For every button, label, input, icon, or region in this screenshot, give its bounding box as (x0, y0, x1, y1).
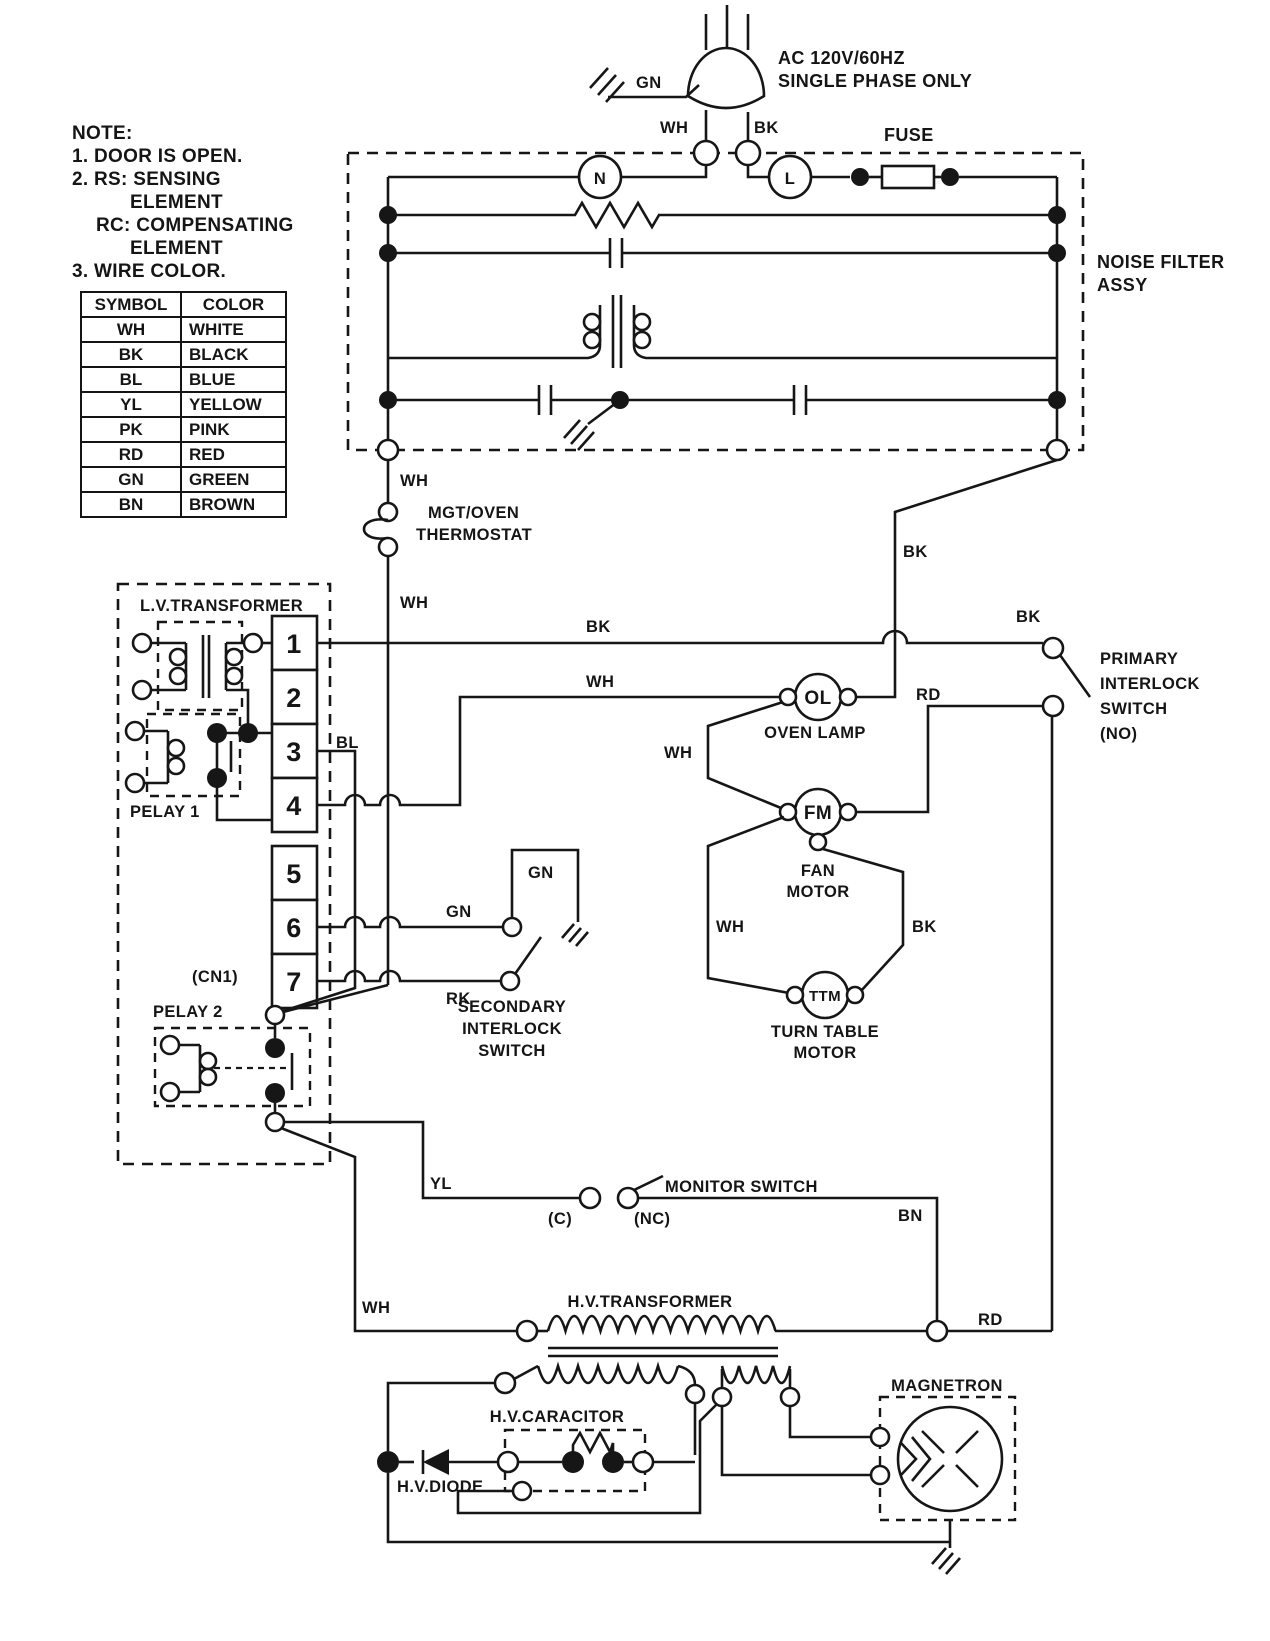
fm-rd-wire (856, 706, 1043, 812)
col-color: COLOR (181, 292, 286, 317)
note-line: 1. DOOR IS OPEN. (72, 146, 243, 167)
cn1-label: (CN1) (192, 968, 238, 986)
hv-diode-icon (423, 1449, 449, 1475)
noise-filter-box (348, 153, 1083, 450)
noise-filter-wires (378, 141, 1067, 460)
primary-interlock-label-4: (NO) (1100, 725, 1138, 743)
magnetron-heater-wire (790, 1406, 870, 1437)
oven-lamp-label: OVEN LAMP (764, 724, 866, 742)
relay2-icon (161, 1006, 292, 1131)
table-row: GN GREEN (81, 467, 286, 492)
gn-loop-label: GN (528, 864, 554, 882)
pin-4: 4 (286, 791, 302, 821)
fuse-label: FUSE (884, 125, 934, 145)
table-row: YL YELLOW (81, 392, 286, 417)
wh-plug-label: WH (660, 119, 689, 137)
fan-label-1: FAN (800, 862, 836, 880)
ol-label: OL (804, 688, 832, 709)
gn-wire (317, 917, 503, 927)
ac-phase-label: SINGLE PHASE ONLY (778, 71, 973, 91)
wh-label: WH (400, 472, 429, 490)
note-line: ELEMENT (130, 192, 223, 213)
table-row: BN BROWN (81, 492, 286, 517)
turntable-label-1: TURN TABLE (770, 1023, 880, 1041)
hv-transformer-label: H.V.TRANSFORMER (567, 1293, 733, 1311)
filter-wh-out-terminal (378, 440, 398, 460)
wh-wire (317, 697, 780, 805)
thermostat-label-1: MGT/OVEN (428, 504, 520, 522)
filter-resistor-icon (388, 203, 1057, 227)
table-row: PK PINK (81, 417, 286, 442)
bk-plug-label: BK (754, 119, 779, 137)
gn-wire-label: GN (446, 903, 472, 921)
secondary-interlock-label-1: SECONDARY (457, 998, 567, 1016)
wh-hv-label: WH (362, 1299, 391, 1317)
yl-label: YL (430, 1175, 452, 1193)
filter-transformer-icon (388, 295, 1057, 368)
wh-line-label: WH (586, 673, 615, 691)
pin-3: 3 (286, 737, 302, 767)
secondary-interlock-label-2: INTERLOCK (462, 1020, 562, 1038)
bk-right-wires (856, 460, 1057, 1331)
lv-transformer-inner-box (158, 622, 242, 710)
hv-diode-label: H.V.DIODE (397, 1478, 484, 1496)
note-line: RC: COMPENSATING (96, 215, 294, 236)
fan-label-2: MOTOR (786, 883, 850, 901)
col-symbol: SYMBOL (81, 292, 181, 317)
noise-filter-label-2: ASSY (1097, 275, 1148, 295)
rk-wire (317, 971, 501, 981)
monitor-switch-label: MONITOR SWITCH (665, 1178, 818, 1196)
wh-hv-wire (281, 1128, 517, 1331)
ttm-label: TTM (808, 988, 842, 1005)
n-label: N (593, 170, 607, 188)
connector-cn1 (272, 616, 317, 1008)
secondary-interlock-label-3: SWITCH (478, 1042, 546, 1060)
pin-5: 5 (286, 859, 302, 889)
bk-line-label: BK (586, 618, 611, 636)
note-line: ELEMENT (130, 238, 223, 259)
c-label: (C) (548, 1210, 573, 1228)
thermostat-label-2: THERMOSTAT (416, 526, 533, 544)
note-title: NOTE: (72, 123, 133, 144)
table-row: BL BLUE (81, 367, 286, 392)
magnetron-icon (871, 1407, 1002, 1574)
gn-plug-label: GN (636, 74, 662, 92)
fm-ttm-wh-wire (708, 817, 789, 993)
bk-right-label: BK (1016, 608, 1041, 626)
fm-label: FM (803, 803, 833, 824)
lv-transformer-icon (133, 634, 272, 733)
wh1-label: WH (664, 744, 693, 762)
rd-hv-label: RD (978, 1311, 1003, 1329)
l-label: L (784, 170, 796, 188)
bn-label: BN (898, 1207, 923, 1225)
thermostat-icon (364, 460, 397, 985)
wh-entry-terminal (694, 141, 718, 165)
pin-7: 7 (286, 967, 302, 997)
relay2-label: PELAY 2 (153, 1003, 223, 1021)
bl-label: BL (336, 734, 359, 752)
note-line: 3. WIRE COLOR. (72, 261, 227, 282)
nc-label: (NC) (634, 1210, 671, 1228)
filter-bk-out-terminal (1047, 440, 1067, 460)
noise-filter-label-1: NOISE FILTER (1097, 252, 1225, 272)
lv-transformer-label: L.V.TRANSFORMER (140, 597, 304, 615)
bk-fan-label: BK (912, 918, 937, 936)
magnetron-cathode-wire (722, 1406, 870, 1475)
note-line: 2. RS: SENSING (72, 169, 221, 190)
pin-2: 2 (286, 683, 302, 713)
wh-label: WH (400, 594, 429, 612)
pin-6: 6 (286, 913, 302, 943)
primary-interlock-label-3: SWITCH (1100, 700, 1168, 718)
primary-interlock-label-1: PRIMARY (1100, 650, 1179, 668)
primary-interlock-switch-icon (1043, 638, 1090, 716)
rk-label: RK (446, 990, 471, 1008)
fuse-icon (882, 166, 934, 188)
relay1-label: PELAY 1 (130, 803, 200, 821)
table-row: RD RED (81, 442, 286, 467)
hv-capacitor-label: H.V.CARACITOR (489, 1408, 625, 1426)
bk-drop-label: BK (903, 543, 928, 561)
wh2-label: WH (716, 918, 745, 936)
table-row: WH WHITE (81, 317, 286, 342)
ac-voltage-label: AC 120V/60HZ (778, 48, 905, 68)
bk-wire (317, 631, 1043, 643)
pin-1: 1 (286, 629, 302, 659)
magnetron-label: MAGNETRON (891, 1377, 1003, 1395)
bk-entry-terminal (736, 141, 760, 165)
ol-fm-wire (708, 702, 783, 808)
rd-top-label: RD (916, 686, 941, 704)
table-row: BK BLACK (81, 342, 286, 367)
turntable-label-2: MOTOR (793, 1044, 857, 1062)
primary-interlock-label-2: INTERLOCK (1100, 675, 1200, 693)
